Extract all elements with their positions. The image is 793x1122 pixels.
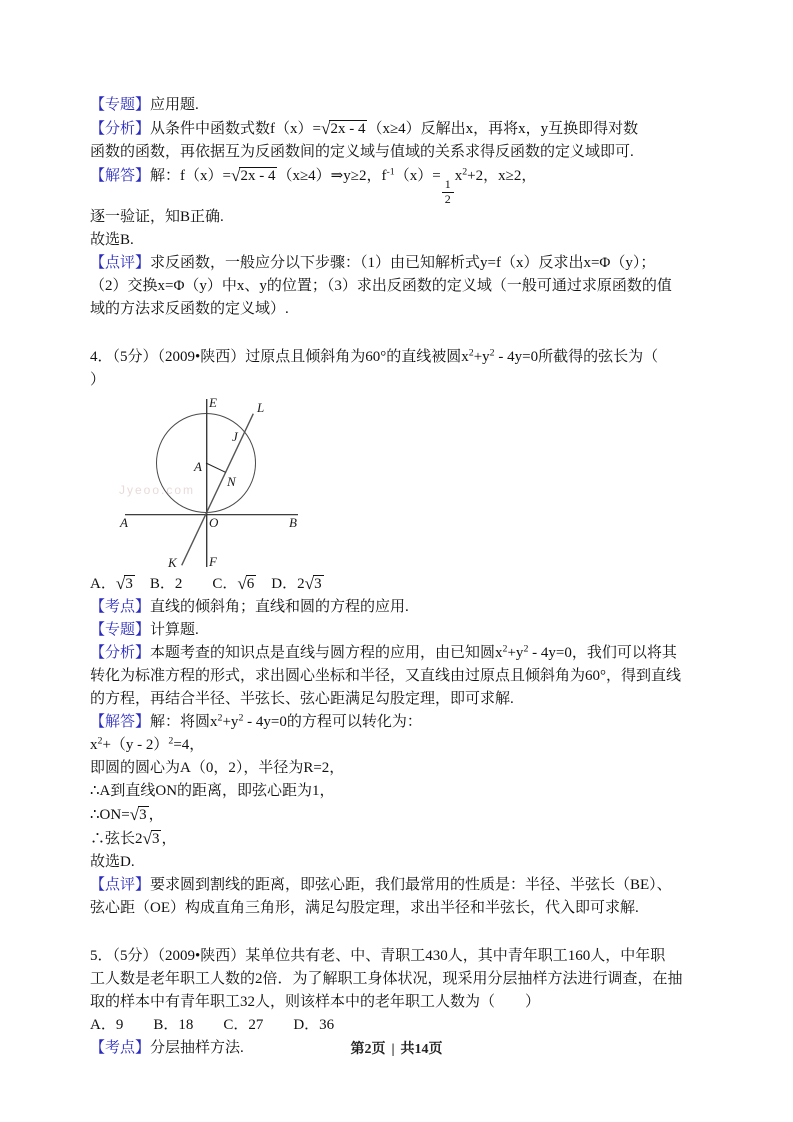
text-run: 求反函数，一般应分以下步骤：（1）由已知解析式y=f（x）反求出x=Φ（y）； (150, 254, 656, 271)
label-F: F (209, 553, 217, 569)
text-run: 解：将圆x (150, 713, 218, 730)
text-run: 计算题. (150, 621, 199, 638)
fraction (442, 178, 454, 205)
footer-separator: | (391, 1042, 395, 1057)
text-run: 即圆的圆心为A（0，2），半径为R=2， (90, 759, 345, 776)
text-run: 要求圆到割线的距离，即弦心距，我们最常用的性质是：半径、半弦长（BE）、 (150, 876, 672, 893)
radical-expression (143, 827, 162, 851)
superscript: 2 (502, 643, 508, 655)
text-line (90, 94, 715, 117)
text-line (90, 252, 715, 275)
label-J: J (232, 428, 238, 444)
text-run: 弦心距（OE）构成直角三角形，满足勾股定理，求出半径和半弦长，代入即可求解. (90, 899, 639, 916)
page-footer (0, 1038, 793, 1058)
page-number: 第2页 (350, 1042, 386, 1057)
text-run: 4．（5分）（2009•陕西）过原点且倾斜角为60°的直线被圆x (90, 348, 469, 365)
text-run: =4， (173, 736, 205, 753)
section-tag: 【考点】 (90, 1039, 151, 1056)
text-line (90, 346, 715, 369)
text-line (90, 596, 715, 619)
text-line (90, 734, 715, 757)
text-run: 域的方法求反函数的定义域）. (90, 300, 289, 317)
watermark-text: Jyeoo.com (119, 482, 196, 497)
label-A-axis: A (120, 514, 128, 530)
superscript: -1 (386, 166, 395, 178)
radius-segment-AN (206, 463, 226, 472)
label-K: K (168, 554, 177, 570)
blank-line (90, 920, 715, 945)
text-run: B．2 C． (134, 575, 238, 592)
text-line (90, 665, 715, 688)
text-run: A．9 B．18 C．27 D．36 (90, 1016, 335, 1033)
geometry-diagram (105, 395, 305, 570)
text-run: +y (473, 348, 490, 365)
text-run: +y (507, 644, 524, 661)
radical-sign: √ (129, 804, 140, 824)
text-run: - 4y=0的方程可以转化为： (243, 713, 422, 730)
text-run: 函数的函数，再依据互为反函数间的定义域与值域的关系求得反函数的定义域即可. (90, 144, 634, 160)
text-run: ∴A到直线ON的距离，即弦心距为1， (90, 782, 335, 799)
text-line (90, 206, 715, 229)
text-run: ， (148, 806, 164, 823)
superscript: 2 (489, 347, 495, 359)
text-run: ∴弦长2 (90, 830, 143, 847)
text-line (90, 968, 715, 991)
text-line (90, 827, 715, 851)
section-tag: 【专题】 (90, 97, 151, 113)
text-line (90, 803, 715, 827)
text-run: 分层抽样方法. (150, 1039, 244, 1056)
text-run: +（y - 2） (102, 736, 169, 753)
text-line (90, 780, 715, 803)
section-tag: 【分析】 (90, 644, 151, 661)
radical-expression (231, 164, 277, 188)
text-run: （x）= (394, 168, 441, 184)
denominator: 2 (442, 192, 454, 206)
label-O: O (209, 514, 219, 530)
text-run: ） (90, 371, 106, 388)
radical-sign: √ (320, 119, 331, 138)
section-tag: 【解答】 (90, 713, 151, 730)
text-line (90, 711, 715, 734)
superscript: 2 (523, 643, 529, 655)
text-line (90, 619, 715, 642)
text-run: ， (161, 830, 177, 847)
label-B: B (289, 514, 297, 530)
text-run: 从条件中函数式数f（x）= (150, 121, 321, 137)
radicand: 3 (139, 806, 147, 823)
text-line (90, 688, 715, 711)
text-run: （2）交换x=Φ（y）中x、y的位置；（3）求出反函数的定义域（一般可通过求原函数的值 (90, 277, 672, 294)
section-tag: 【解答】 (90, 168, 151, 184)
superscript: 2 (217, 712, 223, 724)
superscript: 2 (97, 735, 103, 747)
text-line (90, 897, 715, 920)
section-tag: 【专题】 (90, 621, 151, 638)
text-line (90, 874, 715, 897)
label-E: E (209, 394, 217, 410)
blank-line (90, 321, 715, 346)
radicand: 2x - 4 (240, 168, 276, 184)
text-run: 工人数是老年职工人数的2倍．为了解职工身体状况，现采用分层抽样方法进行调查，在抽 (90, 970, 683, 987)
text-line (90, 1014, 715, 1037)
text-run: 故选B. (90, 231, 134, 248)
text-run: +y (222, 713, 239, 730)
text-run: 的方程，再结合半径、半弦长、弦心距满足勾股定理，即可求解. (90, 690, 514, 707)
label-L: L (257, 399, 265, 415)
text-run: 5．（5分）（2009•陕西）某单位共有老、中、青职工430人，其中青年职工160人，中年职 (90, 947, 666, 964)
text-block-problem3 (90, 94, 715, 392)
superscript: 2 (168, 735, 174, 747)
text-run: +2，x≥2， (467, 168, 537, 184)
radical-expression (116, 572, 135, 596)
text-run: - 4y=0所截得的弦长为（ (494, 348, 659, 365)
numerator: 1 (444, 177, 451, 192)
page-total: 共14页 (400, 1042, 443, 1057)
text-line (90, 369, 715, 392)
label-N: N (227, 473, 236, 489)
text-run: x (90, 736, 98, 753)
text-line (90, 642, 715, 665)
superscript: 2 (238, 712, 244, 724)
text-run: x (454, 168, 463, 184)
section-tag: 【分析】 (90, 121, 151, 137)
text-line (90, 851, 715, 874)
text-line (90, 229, 715, 252)
text-run: （x≥4）⇒y≥2，f (277, 168, 387, 184)
radicand: 3 (314, 575, 322, 592)
superscript: 2 (468, 347, 474, 359)
document-body (90, 94, 715, 1060)
text-run: 转化为标准方程的形式，求出圆心坐标和半径，又直线由过原点且倾斜角为60°，得到直线 (90, 667, 682, 684)
text-line (90, 945, 715, 968)
radicand: 6 (246, 575, 255, 592)
label-A-center: A (194, 458, 202, 474)
radical-expression (130, 803, 149, 827)
text-run: 解：f（x）= (150, 168, 231, 184)
text-line (90, 991, 715, 1014)
text-run: 应用题. (150, 97, 199, 113)
section-tag: 【考点】 (90, 598, 151, 615)
radical-sign: √ (304, 573, 315, 593)
text-run: 本题考查的知识点是直线与圆方程的应用，由已知圆x (150, 644, 503, 661)
text-line (90, 275, 715, 298)
radical-sign: √ (237, 573, 247, 593)
text-run: ∴ON= (90, 806, 130, 823)
radicand: 2x - 4 (330, 121, 366, 137)
text-run: D．2 (256, 575, 305, 592)
radical-sign: √ (230, 166, 241, 185)
radical-sign: √ (142, 828, 152, 848)
text-line (90, 141, 715, 164)
text-line (90, 572, 715, 596)
text-line (90, 117, 715, 141)
text-run: （x≥4）反解出x，再将x，y互换即得对数 (367, 121, 639, 137)
text-run: 逐一验证，知B正确. (90, 208, 224, 225)
section-tag: 【点评】 (90, 876, 151, 893)
text-run: 直线的倾斜角；直线和圆的方程的应用. (150, 598, 409, 615)
text-line (90, 757, 715, 780)
text-run: 取的样本中有青年职工32人，则该样本中的老年职工人数为（ ） (90, 993, 541, 1010)
text-line (90, 298, 715, 321)
radical-expression (321, 117, 367, 141)
text-block-problem4-5 (90, 572, 715, 1060)
radical-expression (305, 572, 324, 596)
text-line (90, 164, 715, 206)
text-run: 故选D. (90, 853, 135, 870)
superscript: 2 (462, 166, 468, 178)
radicand: 3 (151, 830, 160, 847)
radical-sign: √ (115, 573, 126, 593)
radicand: 3 (125, 575, 133, 592)
text-run: A． (90, 575, 116, 592)
radical-expression (237, 572, 256, 596)
section-tag: 【点评】 (90, 254, 151, 271)
text-run: - 4y=0，我们可以将其 (528, 644, 677, 661)
